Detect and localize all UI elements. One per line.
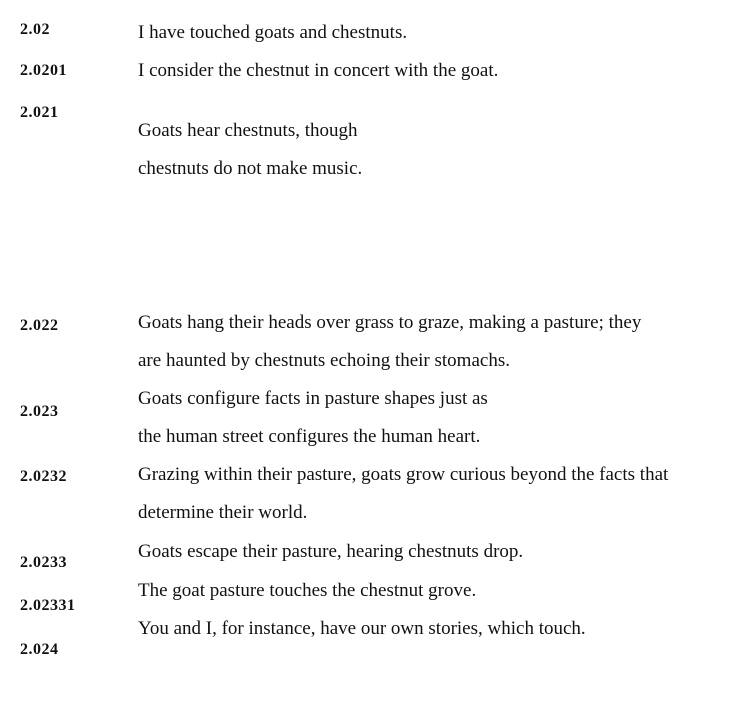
entry-number: 2.02 <box>20 21 50 38</box>
entry-line: The goat pasture touches the chestnut grove. <box>138 580 477 601</box>
entry-number: 2.024 <box>20 641 59 658</box>
entry-line: Grazing within their pasture, goats grow curious beyond the facts that <box>138 464 669 485</box>
entry-number: 2.022 <box>20 317 59 334</box>
entry-line: I have touched goats and chestnuts. <box>138 22 408 43</box>
entry-line: Goats hear chestnuts, though <box>138 120 358 141</box>
entry-line: Goats configure facts in pasture shapes just as <box>138 388 488 409</box>
entry-number: 2.0232 <box>20 468 67 485</box>
entry-line: I consider the chestnut in concert with the goat. <box>138 60 499 81</box>
entry-number: 2.02331 <box>20 597 76 614</box>
entry-line: Goats hang their heads over grass to graze, making a pasture; they <box>138 312 642 333</box>
entry-line: You and I, for instance, have our own stories, which touch. <box>138 618 586 639</box>
entry-line: the human street configures the human heart. <box>138 426 481 447</box>
entry-number: 2.021 <box>20 104 59 121</box>
entry-number: 2.0201 <box>20 62 67 79</box>
entry-number: 2.023 <box>20 403 59 420</box>
entry-line: are haunted by chestnuts echoing their stomachs. <box>138 350 510 371</box>
entry-line: chestnuts do not make music. <box>138 158 363 179</box>
entry-line: determine their world. <box>138 502 308 523</box>
entry-line: Goats escape their pasture, hearing chestnuts drop. <box>138 541 524 562</box>
entry-number: 2.0233 <box>20 554 67 571</box>
